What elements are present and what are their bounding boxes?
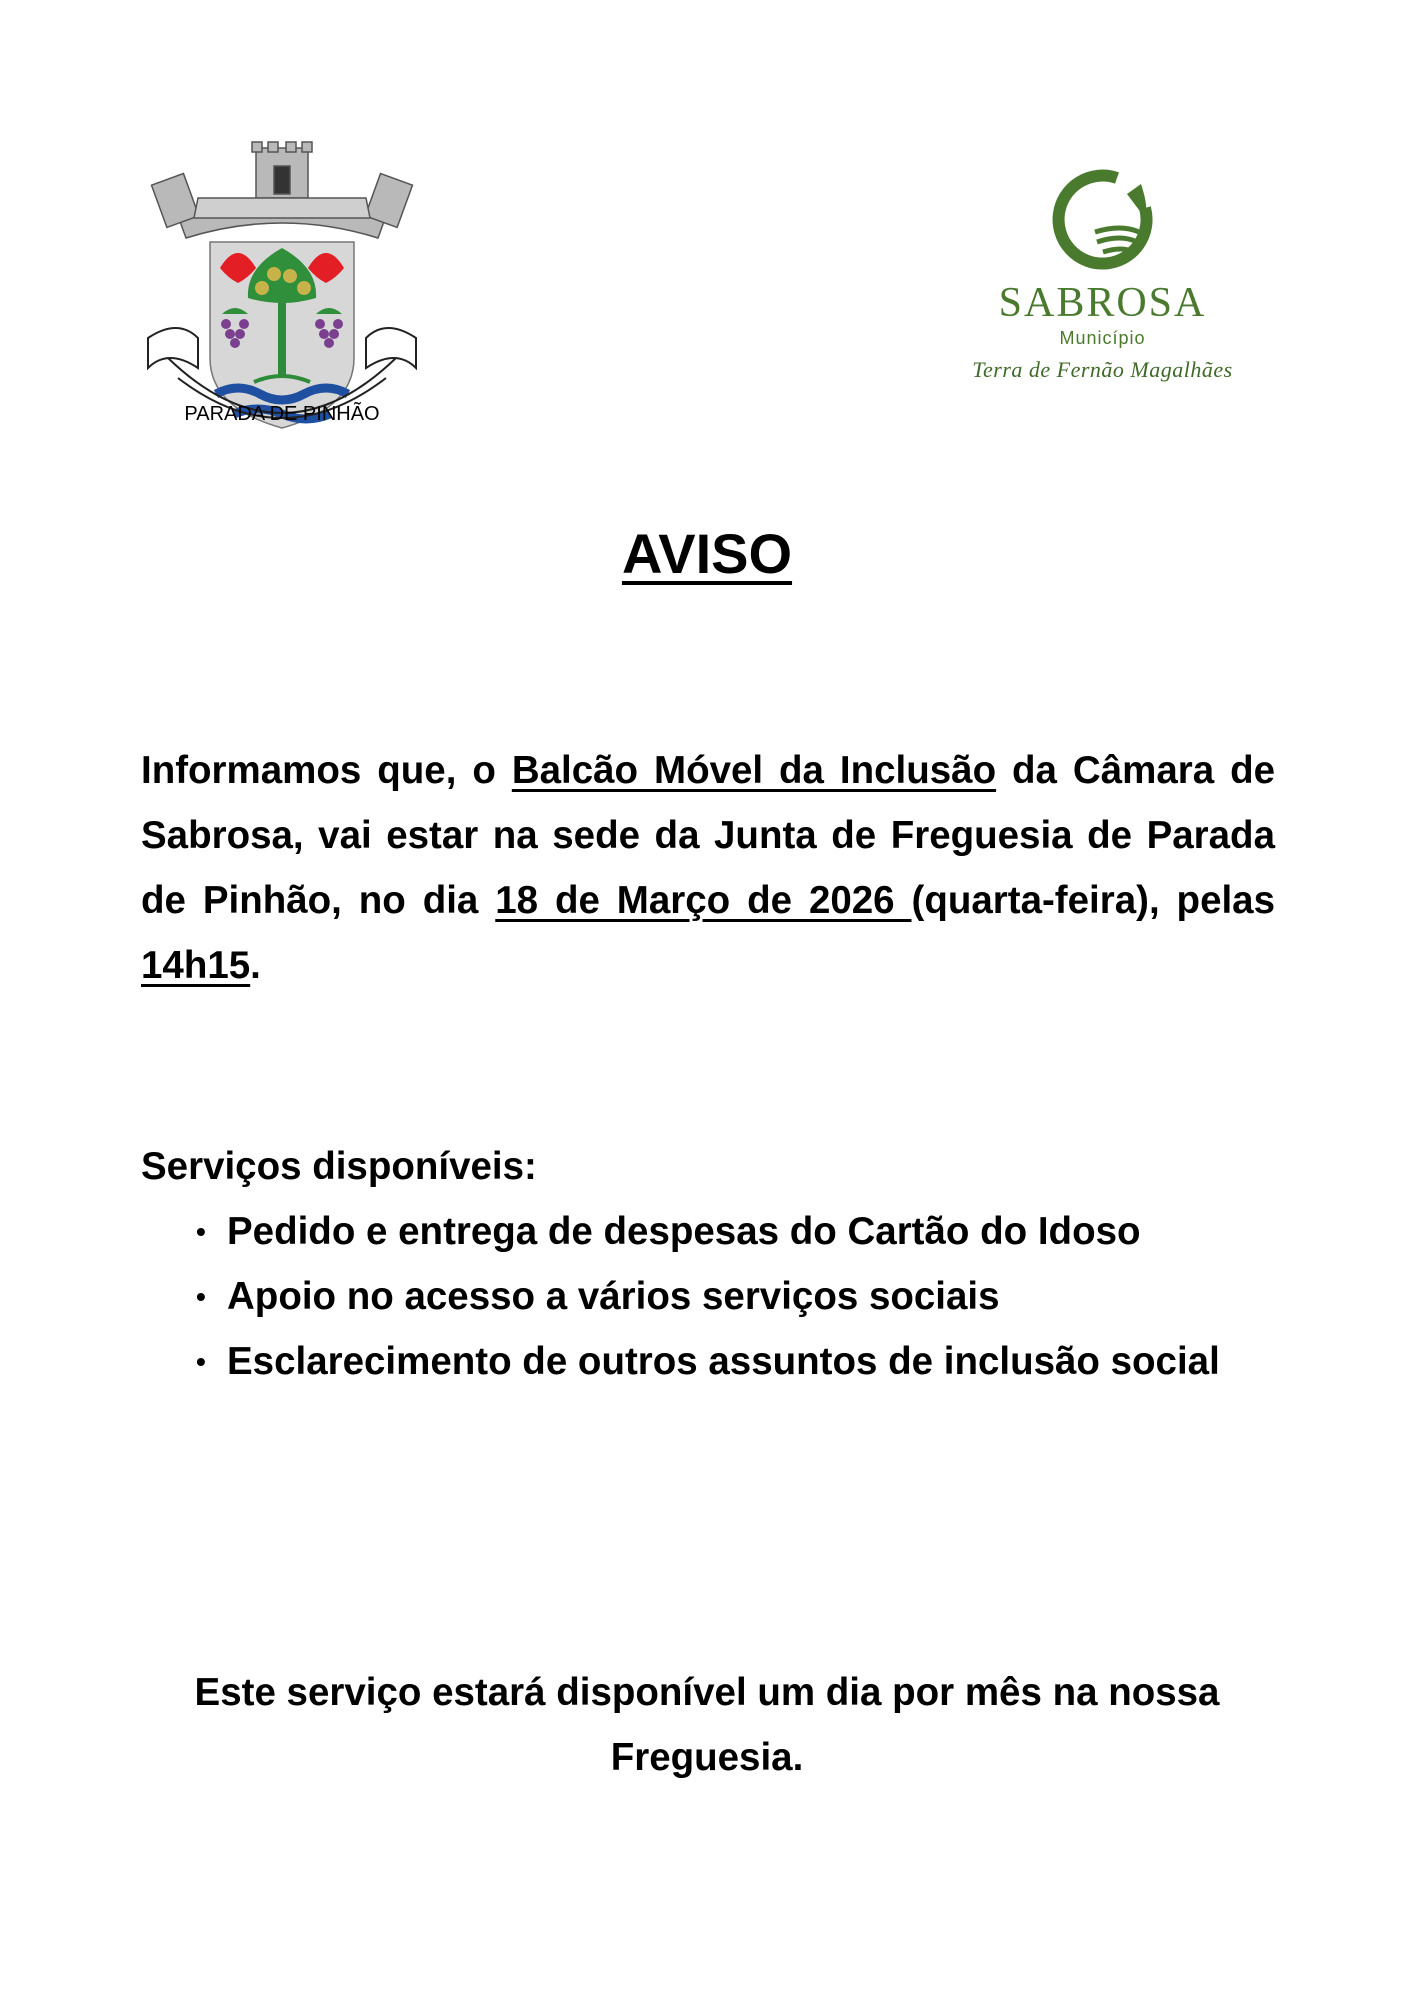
sabrosa-emblem-icon xyxy=(1051,168,1155,272)
bullet-icon: • xyxy=(196,1281,206,1312)
time-highlight: 14h15 xyxy=(141,944,251,987)
closing-statement: Este serviço estará disponível um dia por mês na nossa Freguesia. xyxy=(194,1671,1220,1779)
bullet-icon: • xyxy=(196,1216,206,1247)
service-name-highlight: Balcão Móvel da Inclusão xyxy=(511,749,997,792)
services-heading: Serviços disponíveis: xyxy=(141,1145,537,1188)
sabrosa-name: SABROSA xyxy=(998,280,1207,326)
list-item-text: Apoio no acesso a vários serviços sociais xyxy=(227,1275,1000,1318)
bullet-icon: • xyxy=(196,1346,206,1377)
paragraph-text-3: (quarta-feira), pelas xyxy=(911,879,1275,922)
title-text: AVISO xyxy=(621,522,793,585)
paragraph-text-1: Informamos que, o xyxy=(141,749,512,792)
list-item xyxy=(141,1329,1275,1394)
services-list xyxy=(141,1199,1275,1394)
notice-title xyxy=(0,522,1414,585)
list-item-text: Pedido e entrega de despesas do Cartão do Idoso xyxy=(227,1210,1141,1253)
notice-paragraph xyxy=(141,738,1275,998)
coat-of-arms-icon xyxy=(138,138,426,438)
list-item-text: Esclarecimento de outros assuntos de inclusão social xyxy=(227,1340,1220,1383)
list-item xyxy=(141,1199,1275,1264)
parada-de-pinhao-coat-of-arms xyxy=(138,138,426,438)
municipio-label: Município xyxy=(1059,328,1146,348)
sabrosa-municipality-logo xyxy=(935,168,1270,400)
list-item xyxy=(141,1264,1275,1329)
paragraph-text-2: da Câmara de Sabrosa, vai estar na sede da Junta de Freguesia de Parada de Pinhão, no dia xyxy=(141,749,1276,922)
date-highlight: 18 de Março de 2026 xyxy=(495,879,912,922)
paragraph-text-4: . xyxy=(250,944,261,987)
motto-signature: Terra de Fernão Magalhães xyxy=(972,357,1233,382)
scroll-text: PARADA DE PINHÃO xyxy=(184,403,380,425)
mural-crown-icon xyxy=(152,142,413,238)
